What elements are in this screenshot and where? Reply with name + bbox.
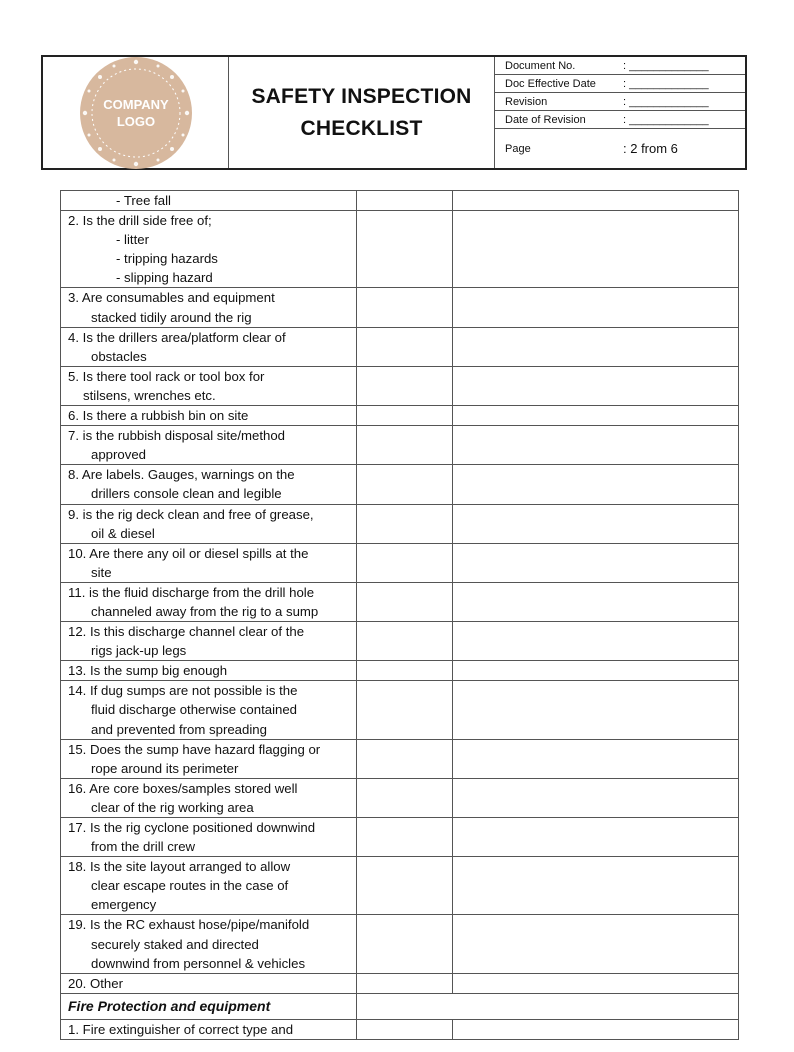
remarks-cell[interactable] (453, 681, 739, 739)
question-line: - Tree fall (116, 193, 171, 208)
remarks-cell[interactable] (453, 915, 739, 973)
question-cell (61, 681, 357, 739)
title-cell (229, 57, 495, 168)
table-row (61, 504, 739, 543)
question-line: 5. Is there tool rack or tool box for (68, 368, 265, 384)
remarks-cell[interactable] (453, 622, 739, 661)
question-line: fluid discharge otherwise contained (91, 702, 297, 718)
question-line: channeled away from the rig to a sump (91, 603, 319, 619)
answer-cell[interactable] (357, 211, 453, 288)
remarks-cell[interactable] (453, 504, 739, 543)
answer-cell[interactable] (357, 661, 453, 681)
remarks-cell[interactable] (453, 426, 739, 465)
question-line: - tripping hazards (116, 251, 218, 267)
question-cell (61, 288, 357, 327)
meta-value: : _____________ (623, 59, 709, 72)
remarks-cell[interactable] (453, 543, 739, 582)
meta-value: : _____________ (623, 113, 709, 126)
remarks-cell[interactable] (453, 211, 739, 288)
meta-value: : _____________ (623, 77, 709, 90)
table-row (61, 973, 739, 993)
question-cell (61, 426, 357, 465)
table-row (61, 1019, 739, 1039)
meta-row-document-no (495, 57, 745, 75)
question-line: clear of the rig working area (91, 799, 254, 815)
table-row (61, 915, 739, 973)
meta-label: Date of Revision (505, 113, 586, 126)
document-title-line-1: SAFETY INSPECTION (251, 84, 472, 108)
question-line: 1. Fire extinguisher of correct type and (68, 1021, 294, 1037)
checklist-table (60, 190, 739, 1040)
question-line: 12. Is this discharge channel clear of the (68, 624, 305, 640)
table-row (61, 366, 739, 405)
document-header (41, 55, 747, 170)
question-cell (61, 366, 357, 405)
logo-cell (43, 57, 229, 168)
answer-cell[interactable] (357, 288, 453, 327)
question-line: 13. Is the sump big enough (68, 663, 228, 679)
logo-text-line-1: COMPANY (102, 96, 169, 112)
question-cell (61, 211, 357, 288)
table-row (61, 426, 739, 465)
remarks-cell[interactable] (453, 661, 739, 681)
meta-row-page (495, 129, 745, 168)
table-row (61, 739, 739, 778)
table-row (61, 582, 739, 621)
remarks-cell[interactable] (453, 366, 739, 405)
question-cell (61, 191, 357, 211)
question-line: 6. Is there a rubbish bin on site (68, 408, 249, 424)
answer-cell[interactable] (357, 681, 453, 739)
question-cell (61, 582, 357, 621)
question-line: 16. Are core boxes/samples stored well (68, 780, 298, 796)
table-row (61, 778, 739, 817)
question-cell (61, 739, 357, 778)
table-row (61, 288, 739, 327)
answer-cell[interactable] (357, 327, 453, 366)
question-cell (61, 543, 357, 582)
document-meta (495, 57, 745, 168)
question-line: and prevented from spreading (91, 721, 267, 737)
remarks-cell[interactable] (453, 1019, 739, 1039)
question-line: 17. Is the rig cyclone positioned downwind (68, 820, 316, 835)
question-line: stilsens, wrenches etc. (83, 387, 216, 403)
meta-label: Doc Effective Date (505, 77, 596, 90)
answer-cell[interactable] (357, 465, 453, 504)
remarks-cell[interactable] (453, 857, 739, 915)
table-row (61, 191, 739, 211)
remarks-cell[interactable] (453, 973, 739, 993)
question-line: 2. Is the drill side free of; (68, 213, 212, 229)
question-line: 10. Are there any oil or diesel spills at the (68, 545, 309, 561)
question-line: 7. is the rubbish disposal site/method (68, 428, 285, 444)
question-line: approved (91, 447, 146, 463)
table-row (61, 465, 739, 504)
table-row (61, 211, 739, 288)
meta-value: : _____________ (623, 95, 709, 108)
logo-text-line-2: LOGO (116, 113, 155, 129)
company-logo (76, 53, 196, 173)
question-line: drillers console clean and legible (91, 486, 282, 502)
answer-cell[interactable] (357, 406, 453, 426)
section-title: Fire Protection and equipment (61, 993, 357, 1019)
question-line: 20. Other (68, 975, 123, 991)
answer-cell[interactable] (357, 818, 453, 857)
meta-row-revision (495, 93, 745, 111)
question-line: securely staked and directed (91, 936, 259, 952)
question-line: - litter (116, 232, 149, 248)
question-line: 8. Are labels. Gauges, warnings on the (68, 467, 295, 483)
answer-cell[interactable] (357, 778, 453, 817)
answer-cell[interactable] (357, 739, 453, 778)
question-line: 14. If dug sumps are not possible is the (68, 683, 298, 699)
answer-cell[interactable] (357, 582, 453, 621)
question-cell (61, 327, 357, 366)
question-cell (61, 1019, 357, 1039)
remarks-cell[interactable] (453, 818, 739, 857)
answer-cell[interactable] (357, 504, 453, 543)
meta-label: Page (505, 142, 531, 155)
section-blank-cell (357, 993, 739, 1019)
question-cell (61, 915, 357, 973)
question-line: stacked tidily around the rig (91, 309, 252, 325)
answer-cell[interactable] (357, 1019, 453, 1039)
question-line: site (91, 564, 112, 580)
meta-row-date-of-revision (495, 111, 745, 129)
answer-cell[interactable] (357, 426, 453, 465)
question-cell (61, 622, 357, 661)
remarks-cell[interactable] (453, 778, 739, 817)
question-line: downwind from personnel & vehicles (91, 955, 306, 971)
remarks-cell[interactable] (453, 582, 739, 621)
table-row (61, 681, 739, 739)
question-cell (61, 406, 357, 426)
question-line: emergency (91, 897, 157, 913)
question-cell (61, 857, 357, 915)
section-row (61, 993, 739, 1019)
meta-row-effective-date (495, 75, 745, 93)
question-cell (61, 504, 357, 543)
table-row (61, 622, 739, 661)
meta-value: : 2 from 6 (623, 141, 678, 156)
answer-cell[interactable] (357, 915, 453, 973)
question-line: rope around its perimeter (91, 760, 239, 776)
question-cell (61, 661, 357, 681)
question-line: clear escape routes in the case of (91, 878, 289, 894)
meta-label: Revision (505, 95, 548, 108)
question-line: from the drill crew (91, 839, 196, 855)
answer-cell[interactable] (357, 622, 453, 661)
question-line: 11. is the fluid discharge from the drill hole (68, 584, 315, 600)
question-cell (61, 465, 357, 504)
remarks-cell[interactable] (453, 406, 739, 426)
question-line: oil & diesel (91, 525, 155, 541)
meta-label: Document No. (505, 59, 576, 72)
question-line: 18. Is the site layout arranged to allow (68, 859, 291, 875)
table-row (61, 661, 739, 681)
remarks-cell[interactable] (453, 288, 739, 327)
answer-cell[interactable] (357, 857, 453, 915)
question-cell (61, 973, 357, 993)
question-line: 4. Is the drillers area/platform clear of (68, 329, 286, 345)
question-line: rigs jack-up legs (91, 643, 187, 659)
answer-cell[interactable] (357, 366, 453, 405)
question-line: obstacles (91, 348, 147, 364)
answer-cell[interactable] (357, 191, 453, 211)
table-row (61, 818, 739, 857)
remarks-cell[interactable] (453, 739, 739, 778)
question-line: 15. Does the sump have hazard flagging or (68, 741, 321, 757)
question-line: - slipping hazard (116, 270, 213, 286)
remarks-cell[interactable] (453, 191, 739, 211)
remarks-cell[interactable] (453, 327, 739, 366)
question-line: 9. is the rig deck clean and free of grease, (68, 506, 314, 522)
table-row (61, 543, 739, 582)
table-row (61, 327, 739, 366)
remarks-cell[interactable] (453, 465, 739, 504)
document-title-line-2: CHECKLIST (300, 116, 423, 140)
question-cell (61, 778, 357, 817)
table-row (61, 857, 739, 915)
question-cell (61, 818, 357, 857)
answer-cell[interactable] (357, 973, 453, 993)
question-line: 19. Is the RC exhaust hose/pipe/manifold (68, 917, 310, 933)
table-row (61, 406, 739, 426)
answer-cell[interactable] (357, 543, 453, 582)
question-line: 3. Are consumables and equipment (68, 290, 275, 306)
